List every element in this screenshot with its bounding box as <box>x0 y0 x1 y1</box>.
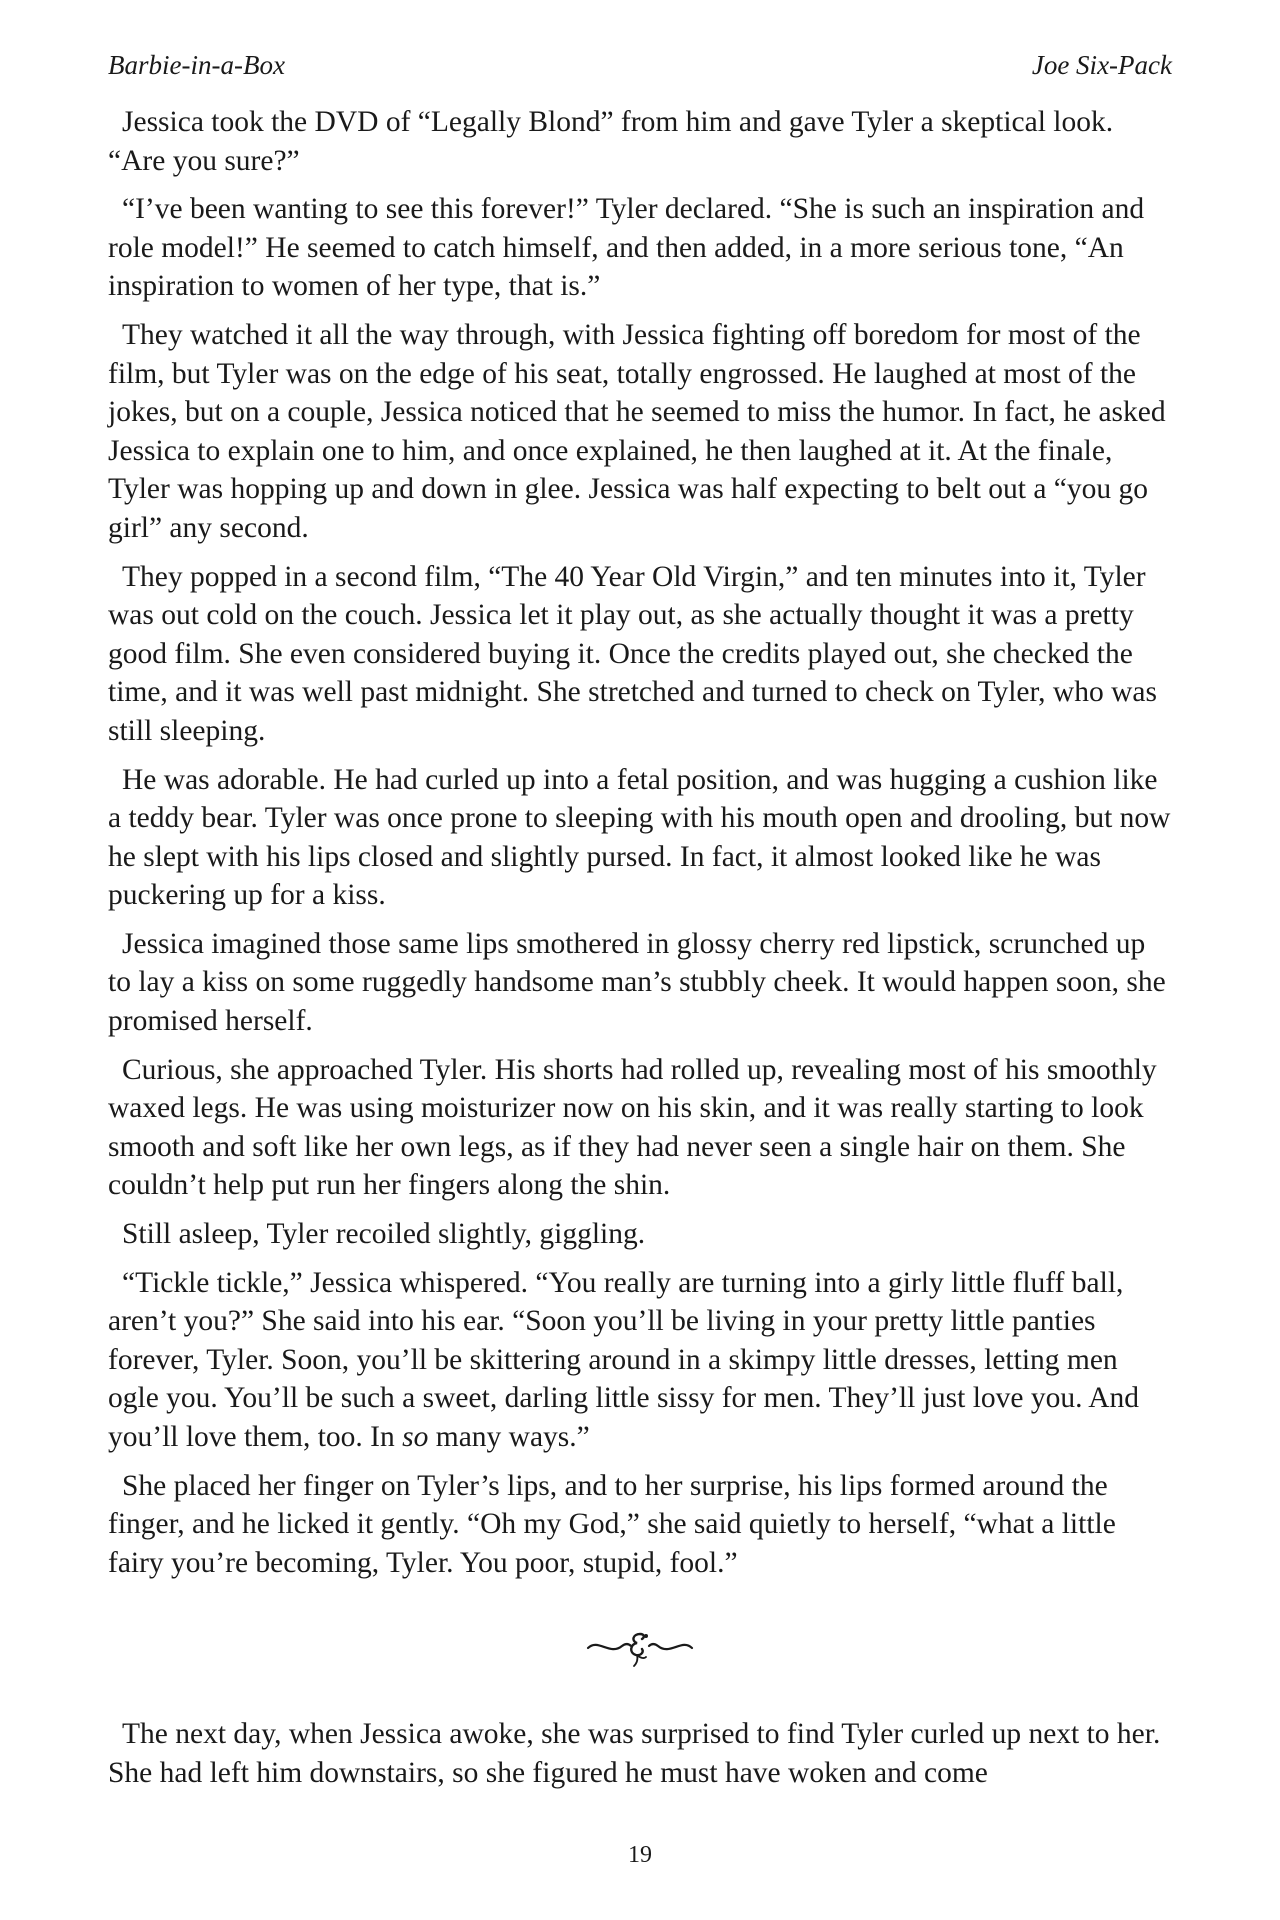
paragraph-watched: They watched it all the way through, with Jessica fighting off boredom for most of the film, but Tyler was on the edge of his seat, totally engrossed. He laughed at most of the jokes, but on a couple, Jessica noticed that he seemed to miss the humor. In fact, he asked Jessica to explain one to him, and once explained, he then laughed at it. At the finale, Tyler was hopping up and down in glee. Jessica was half expecting to belt out a “you go girl” any second. <box>108 318 1166 544</box>
tickle-emphasis: so <box>402 1421 429 1453</box>
paragraph-finger: She placed her finger on Tyler’s lips, and to her surprise, his lips formed around the finger, and he licked it gently. “Oh my God,” she said quietly to herself, “what a little fairy you’re becoming, Tyler. You poor, stupid, fool.” <box>108 1469 1116 1579</box>
paragraph-next-day: The next day, when Jessica awoke, she was surprised to find Tyler curled up next to her. She had left him downstairs, so she figured he must have woken and come <box>108 1718 1161 1789</box>
header-author: Joe Six-Pack <box>1031 50 1172 80</box>
paragraph-inspiration: “I’ve been wanting to see this forever!” Tyler declared. “She is such an inspiration and role model!” He seemed to catch himself, and then added, in a more serious tone, “An inspiration to women of her type, that is.” <box>108 193 1145 303</box>
body-text-continued <box>108 1715 1172 1792</box>
paragraph-curious: Curious, she approached Tyler. His shorts had rolled up, revealing most of his smoothly waxed legs. He was using moisturizer now on his skin, and it was really starting to look smooth and soft like her own legs, as if they had never seen a single hair on them. She couldn’t help put run her fingers along the shin. <box>108 1053 1157 1202</box>
section-break <box>0 1618 1280 1678</box>
body-text <box>108 103 1172 1592</box>
paragraph-lipstick: Jessica imagined those same lips smothered in glossy cherry red lipstick, scrunched up to lay a kiss on some ruggedly handsome man’s stubbly cheek. It would happen soon, she promised herself. <box>108 927 1166 1038</box>
paragraph-asleep: Still asleep, Tyler recoiled slightly, giggling. <box>122 1218 646 1251</box>
tickle-text-end: many ways.” <box>428 1421 590 1453</box>
tickle-text-start: “Tickle tickle,” Jessica whispered. “You really are turning into a girly little fluff ball, aren’t you?” She said into his ear. “Soon you’ll be living in your pretty little panties forever, Tyler. Soon, you’ll be skittering around in a skimpy little dresses, letting men ogle you. You’ll be such a sweet, darling little sissy for men. They’ll just love you. And you’ll love them, too. In <box>108 1266 1140 1453</box>
section-break-flourish-icon <box>584 1626 696 1670</box>
header-book-title: Barbie-in-a-Box <box>108 50 285 80</box>
page-number: 19 <box>628 1842 652 1868</box>
paragraph-tickle <box>108 1264 1172 1457</box>
paragraph-second-film: They popped in a second film, “The 40 Year Old Virgin,” and ten minutes into it, Tyler was out cold on the couch. Jessica let it play out, as she actually thought it was a pretty good film. She even considered buying it. Once the credits played out, she checked the time, and it was well past midnight. She stretched and turned to check on Tyler, who was still sleeping. <box>108 560 1157 747</box>
paragraph-dvd: Jessica took the DVD of “Legally Blond” from him and gave Tyler a skeptical look. “Are you sure?” <box>108 106 1114 177</box>
paragraph-adorable: He was adorable. He had curled up into a fetal position, and was hugging a cushion like a teddy bear. Tyler was once prone to sleeping with his mouth open and drooling, but now he slept with his lips closed and slightly pursed. In fact, it almost looked like he was puckering up for a kiss. <box>108 763 1171 912</box>
running-header <box>108 50 1172 86</box>
